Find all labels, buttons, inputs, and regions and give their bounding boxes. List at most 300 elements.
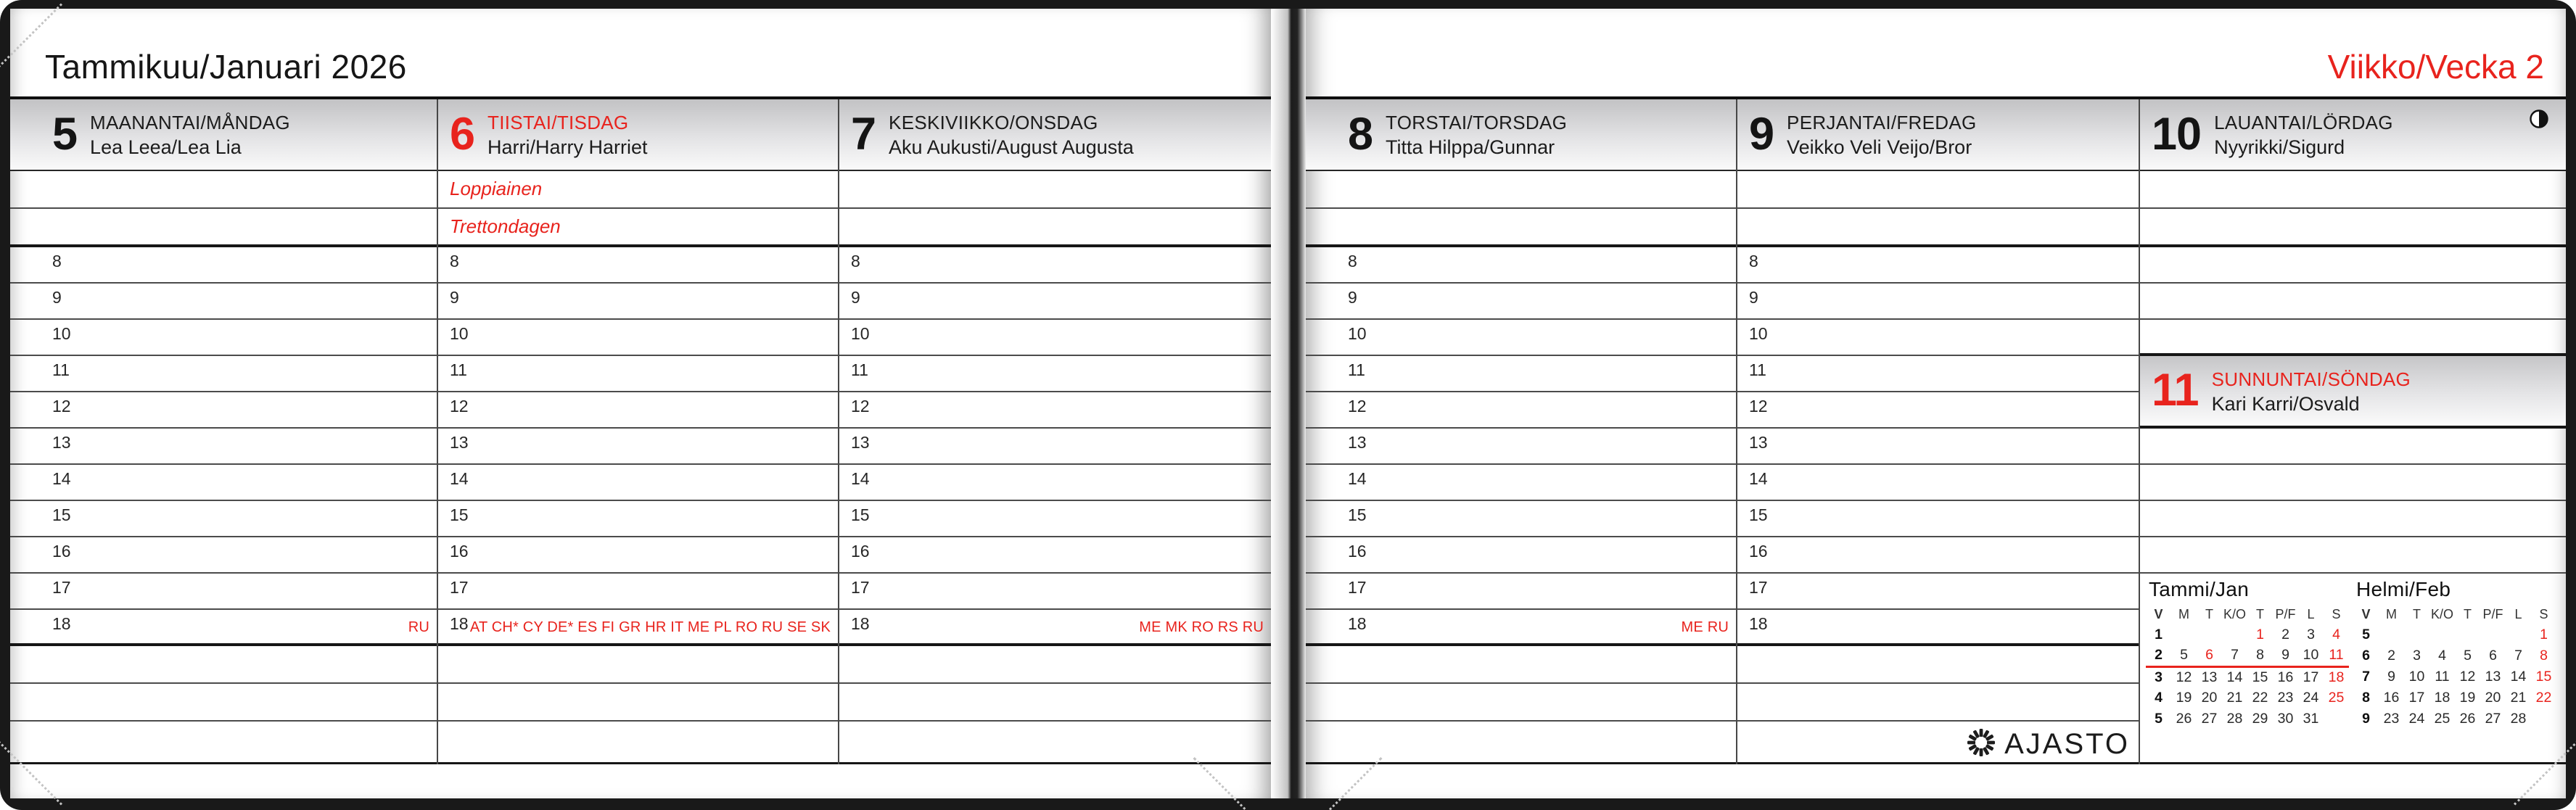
hour-label: 15 [1348, 505, 1367, 524]
day-number: 9 [1749, 108, 1774, 160]
day-header-meta [1787, 110, 1976, 159]
hour-label: 8 [1348, 252, 1357, 270]
mini-calendar-day-cell: 15 [2535, 668, 2552, 685]
week-number-cell: 6 [2362, 647, 2370, 664]
hour-row [1737, 465, 2139, 501]
mini-calendar-day-cell: 26 [2459, 710, 2476, 727]
mini-calendar-week-row [2353, 666, 2556, 687]
hour-row [438, 284, 838, 320]
holiday-row [2140, 171, 2566, 209]
weekday-header-row [2146, 603, 2349, 624]
hour-label: 17 [1348, 578, 1367, 597]
hour-row [839, 501, 1271, 537]
hour-label: 10 [1749, 324, 1768, 343]
weekday-header-cell: M [2386, 606, 2397, 621]
hour-row [10, 356, 437, 392]
mini-calendar-day-cell: 12 [2459, 668, 2476, 685]
hour-label: 14 [450, 469, 469, 488]
notes-row [1737, 684, 2139, 722]
holiday-row [1737, 171, 2139, 209]
mini-calendar-day-cell: 21 [2226, 689, 2243, 706]
mini-calendar-day-cell: 24 [2408, 710, 2425, 727]
holiday-row [438, 171, 838, 209]
hour-row [1306, 610, 1736, 646]
weekday-header-cell: L [2307, 606, 2315, 621]
hour-label: 11 [450, 360, 467, 379]
bottom-margin-row [839, 722, 1271, 764]
mini-calendar-day-cell [2324, 708, 2349, 730]
first-quarter-moon-icon [2528, 108, 2550, 130]
hour-label: 14 [1749, 469, 1768, 488]
right-page [1306, 9, 2566, 798]
hour-row [1306, 247, 1736, 284]
right-page-grid [1306, 96, 2566, 761]
mini-calendar-day-cell [2379, 624, 2404, 645]
weekday-header-cell: S [2332, 606, 2341, 621]
weekday-header-cell: P/F [2275, 606, 2296, 621]
hour-row [438, 537, 838, 574]
hour-row [1306, 320, 1736, 356]
mini-calendar-day-cell: 10 [2408, 668, 2425, 685]
day-number: 10 [2152, 108, 2202, 160]
mini-calendar-day-cell: 2 [2387, 647, 2395, 664]
mini-calendar-day-cell [2404, 624, 2429, 645]
hour-row [438, 501, 838, 537]
hour-label: 11 [52, 360, 70, 379]
mini-calendar-day-cell: 17 [2303, 669, 2319, 685]
hour-label: 9 [450, 288, 459, 307]
weekday-header-cell: M [2178, 606, 2189, 621]
hour-label: 12 [1749, 397, 1768, 416]
hour-label: 16 [851, 542, 870, 561]
hour-label: 18 [52, 614, 71, 633]
holiday-row [1306, 209, 1736, 247]
hour-row [839, 537, 1271, 574]
hour-row [839, 320, 1271, 356]
day-column-7 [839, 99, 1271, 764]
hour-label: 16 [1348, 542, 1367, 561]
mini-calendar-day-cell: 28 [2226, 710, 2243, 727]
hour-row [1737, 247, 2139, 284]
hour-row [1737, 320, 2139, 356]
mini-calendar-day-cell: 18 [2328, 669, 2345, 685]
mini-calendar-week-row [2353, 708, 2556, 730]
hour-label: 10 [52, 324, 71, 343]
day-header [438, 99, 838, 171]
hour-row [1306, 501, 1736, 537]
mini-calendar-table [2353, 603, 2556, 730]
mini-calendar-day-cell: 7 [2222, 645, 2247, 666]
hour-row [438, 429, 838, 465]
weekday-header-cell: T [2256, 606, 2264, 621]
hour-row [839, 284, 1271, 320]
mini-calendar [2146, 576, 2349, 730]
hour-label: 11 [1749, 360, 1766, 379]
holiday-row [2140, 209, 2566, 247]
hour-row [839, 574, 1271, 610]
mini-calendar-day-cell: 22 [2535, 689, 2552, 706]
hour-label: 15 [52, 505, 71, 524]
weekday-header-cell: L [2514, 606, 2522, 621]
mini-calendar-day-cell: 3 [2413, 647, 2421, 664]
notes-row [10, 646, 437, 684]
holiday-country-codes: ME MK RO RS RU [1139, 619, 1264, 635]
mini-calendar-day-cell: 7 [2514, 647, 2522, 664]
hour-label: 12 [450, 397, 469, 416]
mini-calendar-day-cell [2197, 624, 2222, 645]
mini-calendar-week-row [2146, 687, 2349, 708]
holiday-row [1306, 171, 1736, 209]
holiday-row [1737, 209, 2139, 247]
bottom-margin-row [10, 722, 437, 764]
week-number-cell: 5 [2362, 626, 2370, 642]
holiday-row [839, 171, 1271, 209]
hour-label: 17 [851, 578, 870, 597]
day-header-meta [2212, 367, 2411, 416]
mini-calendar-day-cell: 21 [2510, 689, 2527, 706]
day-header-meta [889, 110, 1134, 159]
mini-calendar-week-row [2146, 666, 2349, 687]
hour-label: 9 [851, 288, 860, 307]
mini-calendar-day-cell: 27 [2201, 710, 2218, 727]
hour-row [2140, 284, 2566, 320]
day-header-meta [90, 110, 290, 159]
hour-label: 11 [1348, 360, 1365, 379]
day-number: 8 [1348, 108, 1373, 160]
mini-calendar-day-cell: 4 [2438, 647, 2446, 664]
day-column-10-11 [2140, 99, 2566, 764]
holiday-row [839, 209, 1271, 247]
mini-calendar-day-cell: 4 [2332, 626, 2340, 642]
hour-label: 18 [1749, 614, 1768, 633]
hour-label: 9 [1749, 288, 1758, 307]
hour-row [438, 356, 838, 392]
mini-calendar-day-cell: 17 [2408, 689, 2425, 706]
mini-calendar-day-cell: 13 [2201, 669, 2218, 685]
mini-calendar-day-cell: 16 [2277, 669, 2294, 685]
day-header [839, 99, 1271, 171]
notes-row [839, 684, 1271, 722]
mini-calendar-table [2146, 603, 2349, 730]
week-number-cell: 3 [2155, 669, 2163, 685]
weekday-header-cell: K/O [2223, 606, 2246, 621]
mini-calendar-day-cell: 2 [2281, 626, 2289, 642]
ajasto-logo-text: AJASTO [2004, 727, 2130, 760]
day-number: 6 [450, 108, 475, 160]
name-days-label: Lea Leea/Lea Lia [90, 136, 242, 158]
hour-row [1306, 465, 1736, 501]
weekday-header-cell: T [2205, 606, 2213, 621]
hour-row [10, 537, 437, 574]
mini-calendar-day-cell: 13 [2485, 668, 2501, 685]
weekday-header-cell: T [2413, 606, 2421, 621]
hour-label: 15 [851, 505, 870, 524]
week-number-title: Viikko/Vecka 2 [2327, 48, 2544, 86]
hour-row [839, 356, 1271, 392]
notes-row [438, 646, 838, 684]
holiday-country-codes: RU [408, 619, 429, 635]
mini-calendar-day-cell: 3 [2307, 626, 2315, 642]
day-column-6 [438, 99, 839, 764]
name-days-label: Aku Aukusti/August Augusta [889, 136, 1134, 158]
hour-row [10, 574, 437, 610]
hour-label: 17 [450, 578, 469, 597]
mini-calendar-week-row [2146, 708, 2349, 730]
hour-label: 18 [450, 614, 469, 633]
right-title-band [1306, 9, 2566, 96]
hour-label: 8 [450, 252, 459, 270]
name-days-label: Nyyrikki/Sigurd [2214, 136, 2345, 158]
hour-label: 17 [1749, 578, 1768, 597]
notes-row [1306, 646, 1736, 684]
sunburst-icon [1965, 727, 1997, 762]
hour-row [2140, 320, 2566, 356]
mini-calendar-day-cell [2171, 624, 2197, 645]
hour-label: 12 [1348, 397, 1367, 416]
mini-calendar-day-cell: 14 [2226, 669, 2243, 685]
mini-calendars-block [2140, 574, 2566, 764]
name-days-label: Harri/Harry Harriet [487, 136, 648, 158]
hour-row [2140, 247, 2566, 284]
hour-label: 16 [52, 542, 71, 561]
weekday-header-cell: P/F [2482, 606, 2503, 621]
hour-row [438, 610, 838, 646]
day-name-label: SUNNUNTAI/SÖNDAG [2211, 368, 2411, 390]
mini-calendar-day-cell: 5 [2171, 645, 2197, 666]
week-number-cell: 1 [2155, 626, 2163, 642]
hour-row [10, 320, 437, 356]
mini-calendar-day-cell: 1 [2256, 626, 2264, 642]
mini-calendar-day-cell: 10 [2298, 645, 2324, 666]
mini-calendar-day-cell [2506, 624, 2531, 645]
hour-row [1306, 392, 1736, 429]
day-name-label: MAANANTAI/MÅNDAG [90, 112, 290, 133]
hour-row [839, 392, 1271, 429]
hour-row [1737, 429, 2139, 465]
weekday-header-cell: S [2539, 606, 2548, 621]
mini-calendar-day-cell: 20 [2201, 689, 2218, 706]
holiday-row [10, 209, 437, 247]
week-number-cell: 8 [2362, 689, 2370, 706]
day-column-8 [1306, 99, 1737, 764]
hour-label: 10 [1348, 324, 1367, 343]
mini-calendar-day-cell: 19 [2459, 689, 2476, 706]
weekday-header-cell: V [2361, 606, 2371, 621]
weekday-header-cell: T [2464, 606, 2472, 621]
bottom-margin-row [1306, 722, 1736, 764]
mini-calendar-day-cell: 23 [2383, 710, 2400, 727]
weekday-header-cell: K/O [2430, 606, 2453, 621]
hour-row [1306, 284, 1736, 320]
hour-row [438, 465, 838, 501]
notes-row [2140, 501, 2566, 537]
hour-row [1737, 284, 2139, 320]
bottom-margin-row [438, 722, 838, 764]
name-days-label: Kari Karri/Osvald [2211, 392, 2360, 415]
hour-row [10, 247, 437, 284]
mini-calendar-day-cell: 12 [2176, 669, 2192, 685]
hour-label: 13 [450, 433, 469, 452]
hour-row [10, 429, 437, 465]
day-number: 5 [52, 108, 78, 160]
day-header [2140, 99, 2566, 171]
sunday-header [2140, 356, 2566, 429]
mini-calendar-title: Tammi/Jan [2149, 578, 2250, 600]
mini-calendar-title: Helmi/Feb [2356, 578, 2451, 600]
hour-row [10, 501, 437, 537]
hour-label: 8 [52, 252, 62, 270]
mini-calendar-day-cell: 14 [2510, 668, 2527, 685]
weekday-header-cell: V [2154, 606, 2163, 621]
left-title-band [10, 9, 1271, 96]
hour-row [1306, 574, 1736, 610]
hour-label: 13 [851, 433, 870, 452]
mini-calendar-day-cell: 18 [2434, 689, 2451, 706]
hour-row [438, 392, 838, 429]
day-name-label: TORSTAI/TORSDAG [1386, 112, 1568, 133]
hour-label: 13 [52, 433, 71, 452]
hour-row [1737, 537, 2139, 574]
open-pages [10, 9, 2566, 798]
hour-row [438, 320, 838, 356]
hour-row [10, 610, 437, 646]
mini-calendar-day-cell: 9 [2387, 668, 2395, 685]
week-number-cell: 4 [2155, 689, 2163, 706]
notes-row [1737, 646, 2139, 684]
hour-row [1737, 392, 2139, 429]
mini-calendar-day-cell: 1 [2540, 626, 2548, 642]
day-header [1306, 99, 1736, 171]
hour-label: 15 [450, 505, 469, 524]
day-column-9 [1737, 99, 2140, 764]
notes-row [839, 646, 1271, 684]
mini-calendar-day-cell: 28 [2510, 710, 2527, 727]
hour-row [839, 465, 1271, 501]
name-days-label: Veikko Veli Veijo/Bror [1787, 136, 1972, 158]
hour-label: 14 [1348, 469, 1367, 488]
holiday-row [10, 171, 437, 209]
holiday-country-codes: AT CH* CY DE* ES FI GR HR IT ME PL RO RU SE SK [469, 619, 831, 635]
left-page-grid [10, 96, 1271, 761]
hour-label: 12 [52, 397, 71, 416]
day-name-label: LAUANTAI/LÖRDAG [2214, 112, 2393, 133]
holiday-name: Trettondagen [450, 215, 561, 237]
mini-calendar-day-cell: 9 [2273, 645, 2298, 666]
hour-row [10, 465, 437, 501]
mini-calendar-day-cell: 22 [2252, 689, 2268, 706]
mini-calendar-day-cell: 25 [2328, 689, 2345, 706]
day-header [1737, 99, 2139, 171]
mini-calendar-day-cell: 6 [2197, 645, 2222, 666]
hour-row [1737, 610, 2139, 646]
hour-row [1306, 429, 1736, 465]
notes-row [2140, 465, 2566, 501]
mini-calendar-day-cell: 19 [2176, 689, 2192, 706]
name-days-label: Titta Hilppa/Gunnar [1386, 136, 1555, 158]
hour-label: 14 [52, 469, 71, 488]
mini-calendar-day-cell: 26 [2176, 710, 2192, 727]
mini-calendar-week-row [2353, 624, 2556, 645]
mini-calendar-day-cell: 25 [2434, 710, 2451, 727]
holiday-name: Loppiainen [450, 178, 543, 199]
week-number-cell: 5 [2155, 710, 2163, 727]
week-number-cell: 9 [2362, 710, 2370, 727]
notes-row [10, 684, 437, 722]
hour-row [839, 610, 1271, 646]
mini-calendar-day-cell [2480, 624, 2506, 645]
mini-calendar-week-row [2353, 645, 2556, 666]
day-name-label: KESKIVIIKKO/ONSDAG [889, 112, 1098, 133]
hour-row [1737, 574, 2139, 610]
mini-calendar-day-cell: 20 [2485, 689, 2501, 706]
hour-row [839, 429, 1271, 465]
mini-calendar-day-cell [2222, 624, 2247, 645]
month-title: Tammikuu/Januari 2026 [45, 48, 407, 86]
mini-calendar-day-cell: 27 [2485, 710, 2501, 727]
weekday-header-row [2353, 603, 2556, 624]
week-number-cell: 7 [2362, 668, 2370, 685]
day-name-label: TIISTAI/TISDAG [487, 112, 629, 133]
holiday-row [438, 209, 838, 247]
hour-row [839, 247, 1271, 284]
hour-row [1737, 501, 2139, 537]
hour-label: 14 [851, 469, 870, 488]
hour-row [1306, 537, 1736, 574]
day-header-meta [1386, 110, 1567, 159]
hour-label: 10 [450, 324, 469, 343]
mini-calendar-day-cell: 30 [2277, 710, 2294, 727]
mini-calendar-day-cell [2429, 624, 2455, 645]
hour-label: 8 [851, 252, 860, 270]
mini-calendar-day-cell: 15 [2252, 669, 2268, 685]
mini-calendar-day-cell [2531, 708, 2556, 730]
hour-label: 11 [851, 360, 868, 379]
day-name-label: PERJANTAI/FREDAG [1787, 112, 1977, 133]
ajasto-logo [1965, 724, 2130, 764]
hour-label: 10 [851, 324, 870, 343]
notes-row [438, 684, 838, 722]
left-page [10, 9, 1271, 798]
hour-row [438, 574, 838, 610]
hour-row [1737, 356, 2139, 392]
hour-row [10, 284, 437, 320]
day-number: 7 [851, 108, 876, 160]
mini-calendar-day-cell: 23 [2277, 689, 2294, 706]
mini-calendar-week-row [2353, 687, 2556, 708]
mini-calendar-day-cell: 5 [2464, 647, 2472, 664]
hour-label: 9 [1348, 288, 1357, 307]
hour-label: 16 [1749, 542, 1768, 561]
hour-label: 15 [1749, 505, 1768, 524]
mini-calendar-day-cell: 24 [2303, 689, 2319, 706]
hour-row [1306, 356, 1736, 392]
mini-calendar-day-cell: 31 [2303, 710, 2319, 727]
day-header [10, 99, 437, 171]
mini-calendar-day-cell: 8 [2247, 645, 2273, 666]
day-column-5 [10, 99, 438, 764]
mini-calendar-day-cell: 8 [2540, 647, 2548, 664]
mini-calendar-day-cell: 29 [2252, 710, 2268, 727]
hour-label: 9 [52, 288, 62, 307]
notes-row [2140, 429, 2566, 465]
notes-row [2140, 537, 2566, 574]
mini-calendar-day-cell [2455, 624, 2480, 645]
hour-row [10, 392, 437, 429]
day-number: 11 [2152, 365, 2199, 416]
hour-label: 17 [52, 578, 71, 597]
mini-calendar-day-cell: 16 [2383, 689, 2400, 706]
hour-label: 18 [1348, 614, 1367, 633]
